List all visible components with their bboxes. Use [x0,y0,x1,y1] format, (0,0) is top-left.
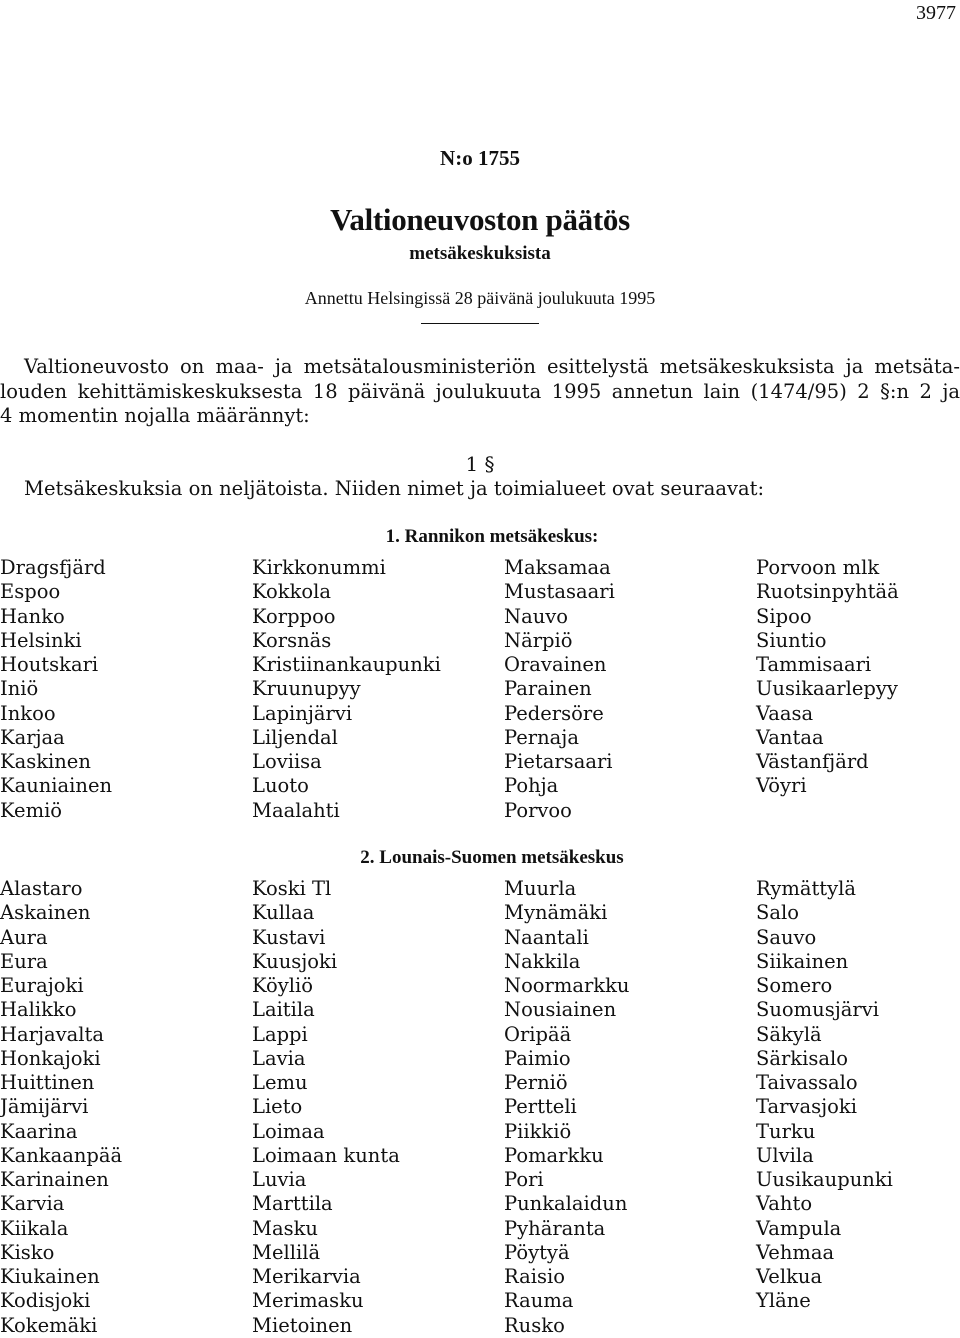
municipality-name: Velkua [756,1265,823,1288]
region-heading-rannikko: 1. Rannikon metsäkeskus: [385,526,599,547]
municipality-name: Särkisalo [756,1046,848,1070]
municipality-name: Kokkola [252,580,332,604]
municipality-name: Lieto [252,1095,303,1119]
municipality-name: Korppoo [252,604,336,628]
municipality-name: Närpiö [504,628,573,652]
municipality-name: Eurajoki [0,974,84,997]
municipality-name: Uusikaarlepyy [756,677,898,701]
municipality-name: Jämijärvi [0,1095,89,1119]
municipality-name: Karjaa [0,725,65,749]
municipality-name: Huittinen [0,1071,95,1094]
municipality-name: Siikainen [756,949,849,973]
municipality-list-lounais-suomi [0,877,960,1338]
municipality-name: Nousiainen [504,998,617,1022]
municipality-name: Pöytyä [504,1240,570,1264]
municipality-name: Koski Tl [252,877,332,900]
section-text: Metsäkeskuksia on neljätoista. Niiden nimet ja toimialueet ovat seuraavat: [24,477,765,500]
municipality-name: Alastaro [0,877,83,900]
municipality-name: Harjavalta [0,1022,104,1046]
municipality-name: Aura [0,925,48,949]
municipality-name: Rusko [504,1313,565,1337]
municipality-name: Vaasa [756,701,814,725]
municipality-column [504,877,756,1338]
municipality-name: Halikko [0,998,77,1022]
preamble-paragraph [0,355,960,429]
municipality-name: Oripää [504,1022,572,1046]
municipality-name: Honkajoki [0,1046,101,1070]
municipality-name: Yläne [756,1289,811,1313]
municipality-name: Pomarkku [504,1143,604,1167]
section-heading: 1 § [465,452,495,476]
municipality-name: Salo [756,901,799,925]
municipality-name: Lappi [252,1022,308,1046]
municipality-name: Rymättylä [756,877,857,900]
municipality-name: Vahto [756,1192,813,1216]
municipality-list-rannikko [0,556,960,823]
municipality-name: Houtskari [0,653,99,676]
municipality-name: Pernaja [504,725,579,749]
municipality-name: Merikarvia [252,1265,361,1288]
municipality-name: Perniö [504,1071,568,1094]
region-heading-lounais-suomi: 2. Lounais-Suomen metsäkeskus [360,847,624,868]
municipality-name: Noormarkku [504,974,630,997]
municipality-name: Muurla [504,877,577,900]
municipality-name: Loimaa [252,1119,325,1143]
page-number: 3977 [916,2,956,24]
municipality-name: Kristiinankaupunki [252,653,441,676]
municipality-name: Kruunupyy [252,677,361,701]
municipality-name: Pedersöre [504,701,604,725]
municipality-name: Pori [504,1168,544,1191]
municipality-name: Naantali [504,925,589,949]
municipality-name: Vampula [756,1216,842,1240]
municipality-name: Sipoo [756,604,812,628]
title-divider [421,323,539,324]
municipality-name: Nakkila [504,949,581,973]
municipality-name: Lemu [252,1071,308,1094]
municipality-name: Nauvo [504,604,569,628]
municipality-name: Hanko [0,604,65,628]
municipality-name: Mynämäki [504,901,608,925]
municipality-name: Kaskinen [0,750,91,773]
municipality-name: Loimaan kunta [252,1143,400,1167]
municipality-name: Helsinki [0,628,82,652]
municipality-name: Eura [0,949,48,973]
municipality-name: Mietoinen [252,1313,353,1337]
document-number: N:o 1755 [440,146,520,170]
municipality-name: Kullaa [252,901,315,925]
municipality-name: Kiikala [0,1216,69,1240]
preamble-line: Valtioneuvosto on maa- ja metsätalousministeriön esittelystä metsäkeskuksista ja metsäta- [24,355,960,378]
municipality-name: Kokemäki [0,1313,98,1337]
municipality-name: Porvoon mlk [756,556,880,579]
municipality-name: Askainen [0,901,91,925]
municipality-name: Espoo [0,580,61,604]
municipality-name: Kirkkonummi [252,556,386,579]
municipality-name: Inkoo [0,701,56,725]
municipality-name: Köyliö [252,974,314,997]
municipality-name: Somero [756,974,833,997]
municipality-column [252,556,504,823]
municipality-name: Loviisa [252,750,322,773]
municipality-name: Piikkiö [504,1119,572,1143]
municipality-name: Luoto [252,774,309,798]
municipality-name: Maalahti [252,798,340,822]
document-title: Valtioneuvoston päätös [330,202,630,237]
municipality-name: Pyhäranta [504,1216,606,1240]
municipality-name: Lapinjärvi [252,701,353,725]
municipality-name: Korsnäs [252,628,332,652]
municipality-name: Suomusjärvi [756,998,879,1022]
municipality-column [756,556,960,823]
document-subtitle: metsäkeskuksista [409,243,551,264]
municipality-name: Turku [756,1119,816,1143]
municipality-name: Mellilä [252,1240,321,1264]
municipality-name: Siuntio [756,628,827,652]
municipality-name: Ruotsinpyhtää [756,580,899,604]
municipality-name: Raisio [504,1265,565,1288]
municipality-column [0,556,252,823]
municipality-name: Lavia [252,1046,306,1070]
municipality-name: Masku [252,1216,318,1240]
municipality-name: Liljendal [252,725,338,749]
municipality-column [504,556,756,823]
municipality-name: Maksamaa [504,556,611,579]
municipality-name: Kaarina [0,1119,78,1143]
issued-date-line: Annettu Helsingissä 28 päivänä joulukuuta 1995 [304,288,656,308]
municipality-name: Porvoo [504,798,572,822]
municipality-name: Vantaa [756,725,824,749]
municipality-name: Karinainen [0,1168,109,1191]
municipality-name: Paimio [504,1046,571,1070]
municipality-name: Merimasku [252,1289,364,1313]
municipality-name: Kisko [0,1240,55,1264]
municipality-name: Uusikaupunki [756,1168,893,1191]
municipality-name: Punkalaidun [504,1192,628,1216]
municipality-column [756,877,960,1338]
municipality-name: Kankaanpää [0,1143,123,1167]
municipality-name: Kustavi [252,925,326,949]
municipality-name: Iniö [0,677,39,701]
municipality-name: Karvia [0,1192,65,1216]
municipality-name: Pertteli [504,1095,577,1119]
municipality-name: Västanfjärd [756,750,869,773]
preamble-line: 4 momentin nojalla määrännyt: [0,404,310,427]
municipality-name: Vöyri [756,774,807,798]
municipality-name: Laitila [252,998,315,1022]
preamble-line: louden kehittämiskeskuksesta 18 päivänä joulukuuta 1995 annetun lain (1474/95) 2 §:n 2 ja [0,379,960,403]
municipality-name: Kodisjoki [0,1289,91,1313]
municipality-name: Parainen [504,677,592,701]
municipality-name: Rauma [504,1289,574,1313]
municipality-column [0,877,252,1338]
municipality-name: Kiukainen [0,1265,100,1288]
municipality-name: Tammisaari [756,653,872,676]
municipality-name: Taivassalo [756,1071,858,1094]
municipality-name: Mustasaari [504,580,615,604]
municipality-name: Pietarsaari [504,750,613,773]
municipality-name: Luvia [252,1168,307,1191]
municipality-name: Kuusjoki [252,949,338,973]
municipality-name: Oravainen [504,653,607,676]
municipality-name: Marttila [252,1192,333,1216]
municipality-name: Pohja [504,774,559,798]
municipality-name: Kauniainen [0,774,113,798]
municipality-name: Tarvasjoki [756,1095,857,1119]
municipality-name: Ulvila [756,1143,814,1167]
municipality-column [252,877,504,1338]
municipality-name: Kemiö [0,798,63,822]
municipality-name: Sauvo [756,925,817,949]
municipality-name: Vehmaa [756,1240,835,1264]
municipality-name: Dragsfjärd [0,556,106,579]
municipality-name: Säkylä [756,1022,822,1046]
